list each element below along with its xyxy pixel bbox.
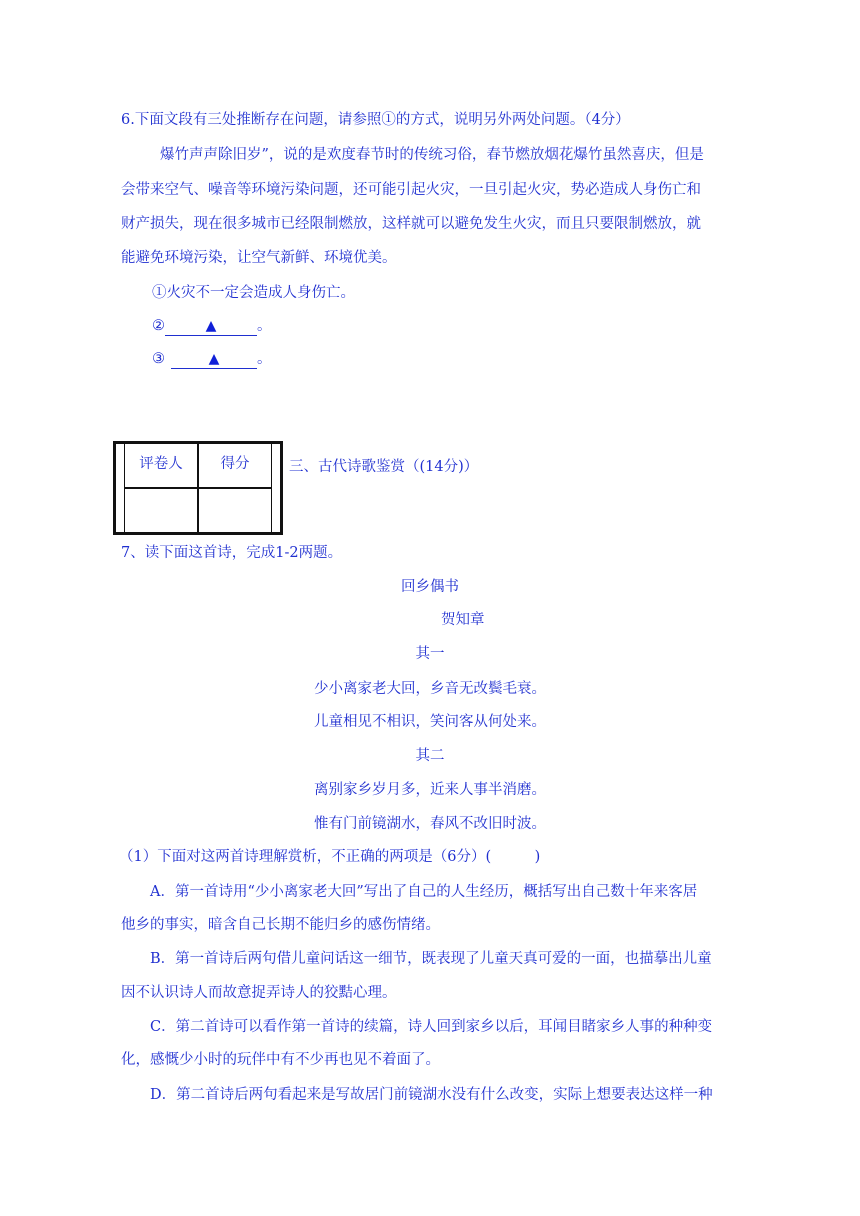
- q6-answer-3: [152, 349, 272, 369]
- score-box-grid: [124, 444, 272, 532]
- option-a-line-2: 他乡的事实，暗含自己长期不能归乡的感伤情绪。: [121, 917, 440, 933]
- answer-3-number: ③: [152, 351, 165, 367]
- score-label: 得分: [220, 456, 250, 472]
- poem-part-2-line-2: 惟有门前镜湖水，春风不改旧时波。: [314, 816, 546, 832]
- score-box: [113, 441, 283, 535]
- poem-part-1-line-2: 儿童相见不相识，笑问客从何处来。: [314, 714, 546, 730]
- q6-passage-line-4: 能避免环境污染，让空气新鲜、环境优美。: [121, 250, 397, 266]
- answer-3-blank[interactable]: [171, 350, 257, 369]
- q6-stem: 6.下面文段有三处推断存在问题，请参照①的方式，说明另外两处问题。（4分）: [121, 112, 630, 128]
- option-c-line-1: C．第二首诗可以看作第一首诗的续篇，诗人回到家乡以后，耳闻目睹家乡人事的种种变: [150, 1019, 713, 1035]
- poem-part-2-line-1: 离别家乡岁月多，近来人事半消磨。: [314, 782, 546, 798]
- q6-example-answer: ①火灾不一定会造成人身伤亡。: [152, 285, 355, 301]
- answer-2-number: ②: [152, 318, 165, 334]
- option-a-line-1: A．第一首诗用“少小离家老大回”写出了自己的人生经历，概括写出自己数十年来客居: [150, 884, 698, 900]
- q6-passage-line-1: 爆竹声声除旧岁”，说的是欢度春节时的传统习俗，春节燃放烟花爆竹虽然喜庆，但是: [160, 147, 704, 163]
- poem-part-2-heading: 其二: [415, 748, 445, 764]
- option-c-line-2: 化，感慨少小时的玩伴中有不少再也见不着面了。: [121, 1052, 440, 1068]
- triangle-marker-icon: ▲: [208, 351, 220, 367]
- reviewer-label: 评卷人: [139, 456, 183, 472]
- q6-passage-line-2: 会带来空气、噪音等环境污染问题，还可能引起火灾，一旦引起火灾，势必造成人身伤亡和: [121, 182, 701, 198]
- poem-part-1-line-1: 少小离家老大回，乡音无改鬓毛衰。: [314, 681, 546, 697]
- triangle-marker-icon: ▲: [205, 318, 217, 334]
- section3-title: 三、古代诗歌鉴赏（(14分)）: [289, 459, 479, 475]
- answer-2-blank[interactable]: [165, 317, 257, 336]
- poem-author: 贺知章: [441, 612, 485, 628]
- option-b-line-2: 因不认识诗人而故意捉弄诗人的狡黠心理。: [121, 985, 397, 1001]
- q7-sub-question-1: （1）下面对这两首诗理解赏析，不正确的两项是（6分）( ): [119, 849, 541, 865]
- option-d-line-1: D．第二首诗后两句看起来是写故居门前镜湖水没有什么改变，实际上想要表达这样一种: [150, 1087, 713, 1103]
- answer-2-period: 。: [257, 318, 272, 334]
- option-b-line-1: B．第一首诗后两句借儿童问话这一细节，既表现了儿童天真可爱的一面，也描摹出儿童: [150, 951, 712, 967]
- poem-part-1-heading: 其一: [415, 646, 445, 662]
- answer-3-period: 。: [257, 351, 272, 367]
- poem-title: 回乡偶书: [401, 579, 459, 595]
- reviewer-cell[interactable]: [125, 489, 197, 532]
- q6-passage-line-3: 财产损失，现在很多城市已经限制燃放，这样就可以避免发生火灾，而且只要限制燃放，就: [121, 216, 701, 232]
- q7-stem: 7、读下面这首诗，完成1-2两题。: [121, 545, 343, 561]
- q6-answer-2: [152, 316, 272, 336]
- score-cell[interactable]: [199, 489, 271, 532]
